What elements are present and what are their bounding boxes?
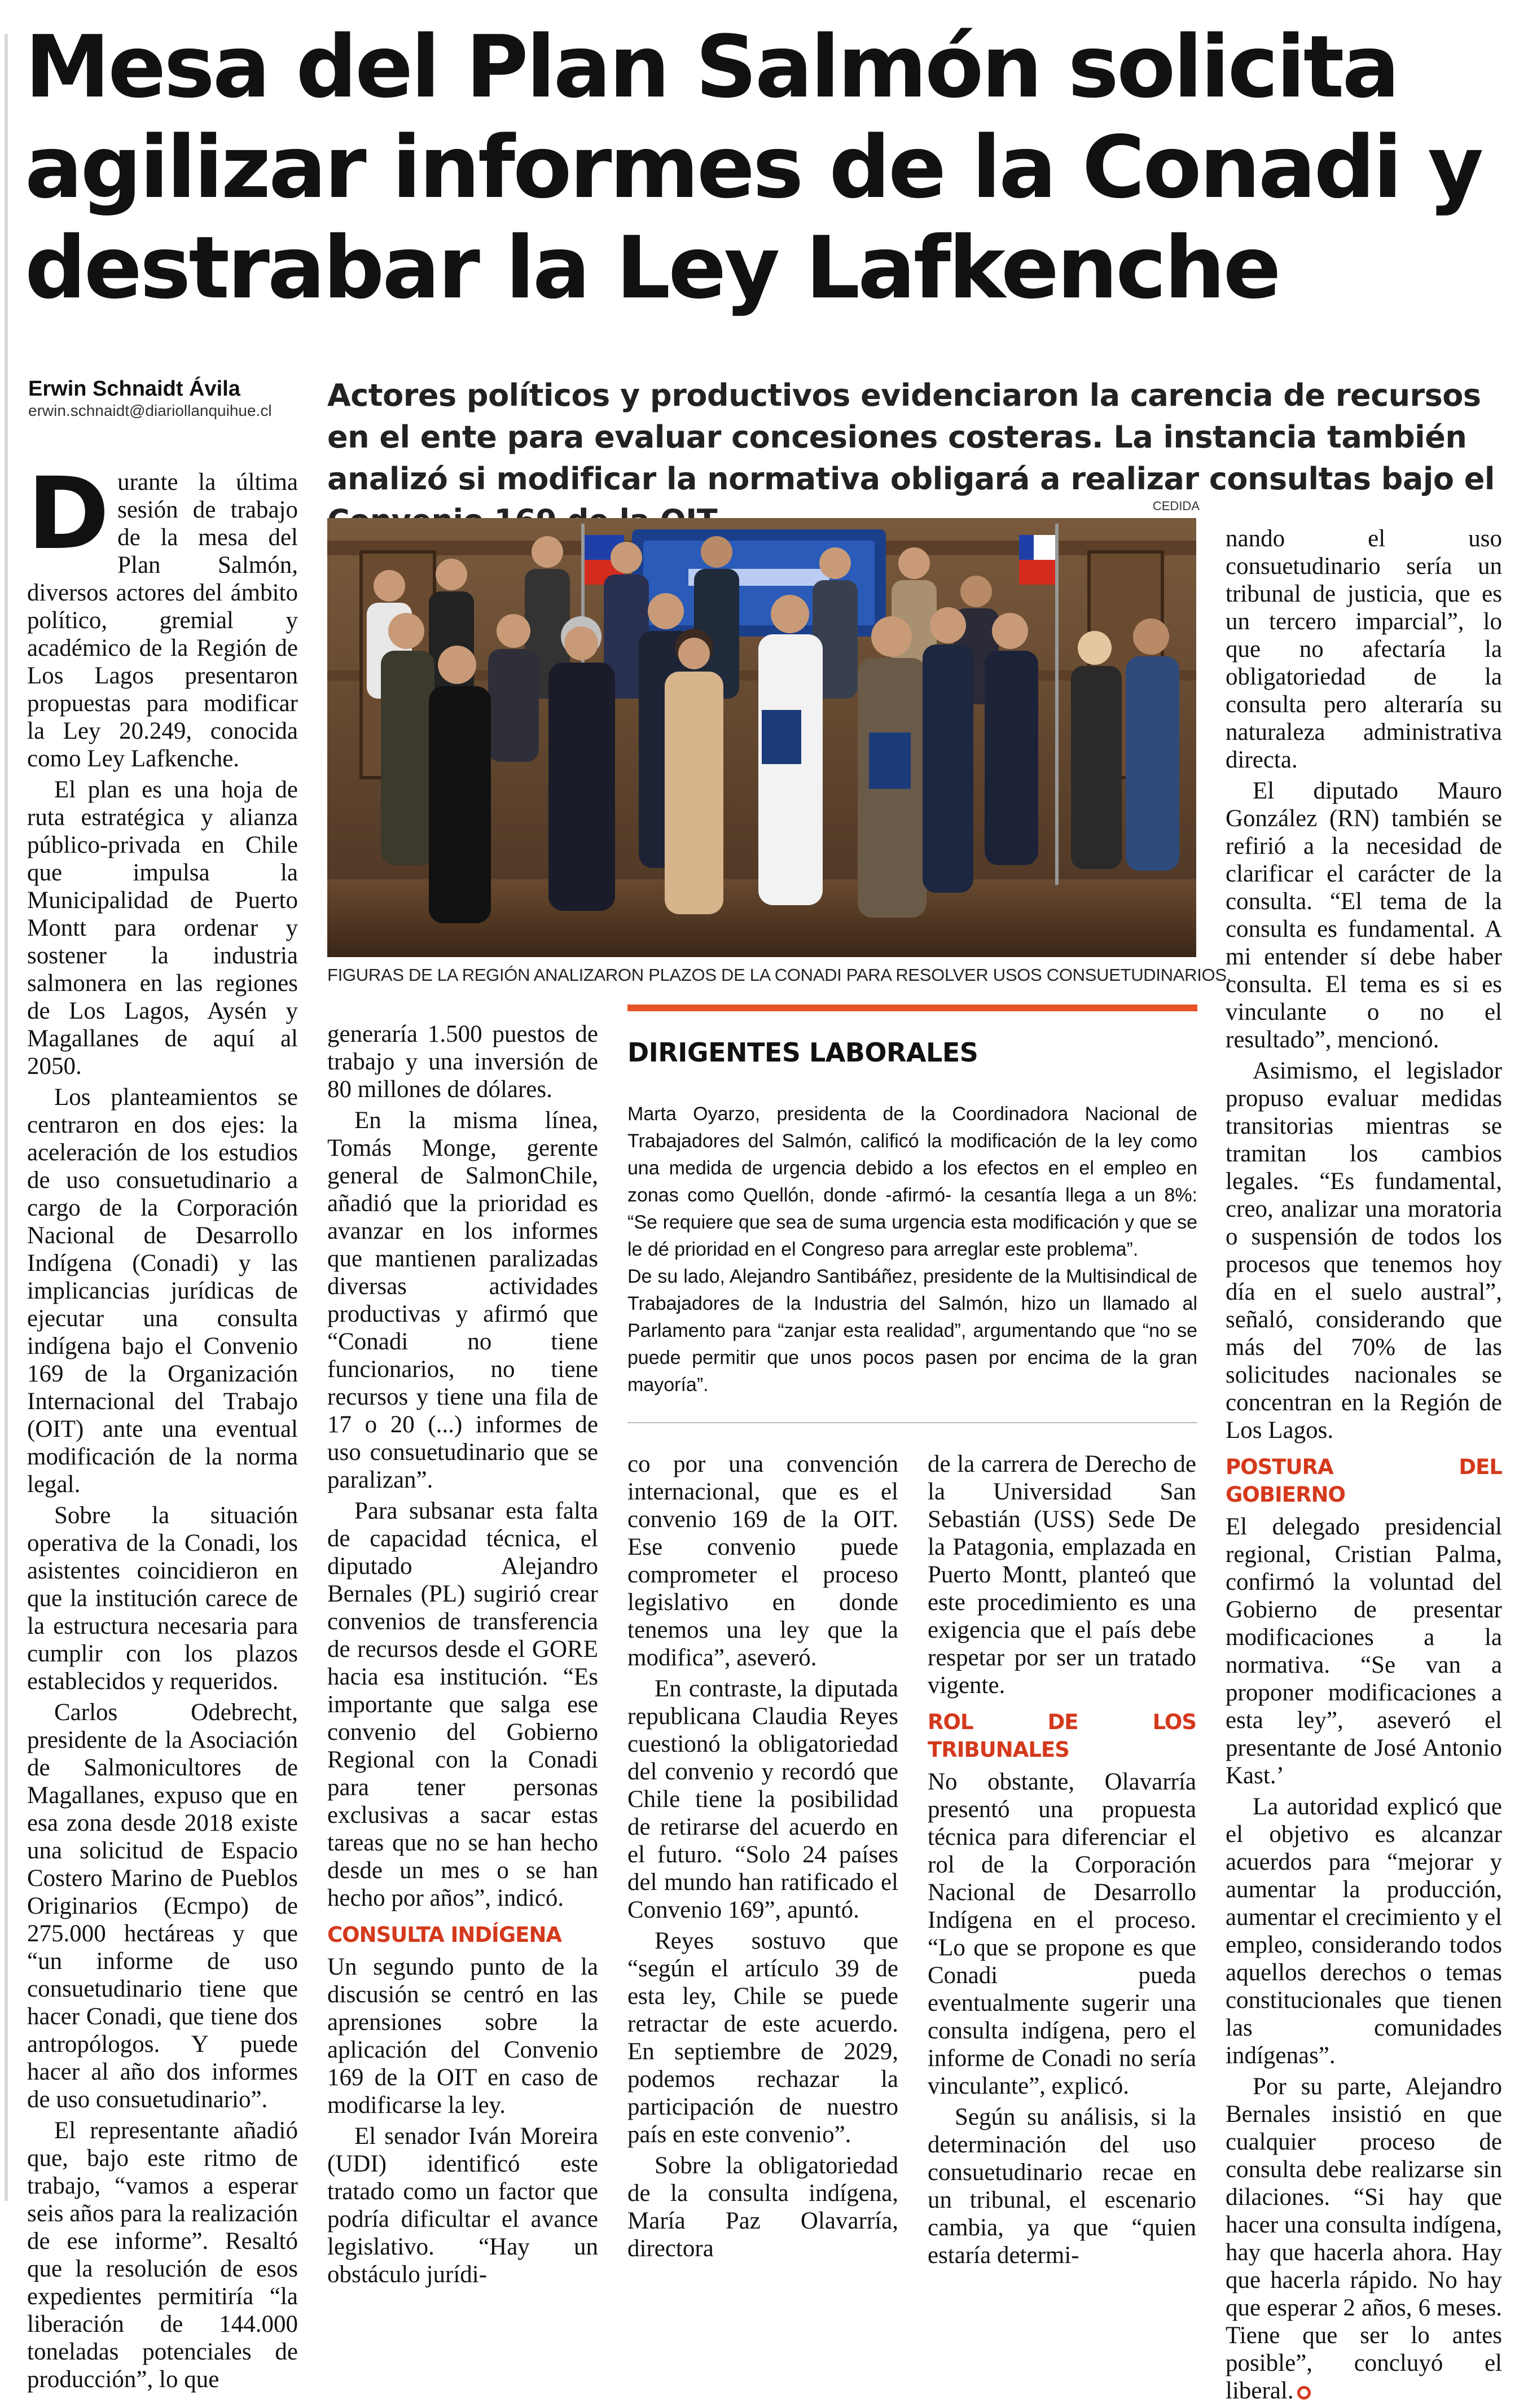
body-paragraph: Los planteamientos se centraron en dos ejes: la aceleración de los estudios de uso consuetudinario a cargo de la Corporación Nacional de Desarrollo Indígena (Conadi) y las implicancias jurídicas de ejecutar una consulta indígena bajo el Convenio 169 de la Organización Internacional del Trabajo (OIT) ante una eventual modificación de la norma legal. (27, 1084, 298, 1498)
page-side-rule (5, 34, 8, 2201)
end-of-article-icon (1297, 2386, 1311, 2400)
column-5 (1226, 525, 1502, 2408)
box-separator (627, 1422, 1197, 1423)
body-paragraph: El delegado presidencial regional, Cristian Palma, confirmó la voluntad del Gobierno de presentar modificaciones a la normativa. “Se van a proponer modificaciones a esta ley”, aseveró el presentante de José Antonio Kast.’ (1226, 1514, 1502, 1789)
column-3 (627, 1450, 898, 2266)
headline: Mesa del Plan Salmón solicita agilizar informes de la Conadi y destrabar la Ley Lafkenche (25, 17, 1482, 318)
body-paragraph: El senador Iván Moreira (UDI) identificó este tratado como un factor que podría dificultar el avance legislativo. “Hay un obstáculo jurídi- (327, 2123, 598, 2288)
subhead-postura-gobierno: POSTURA DEL GOBIERNO (1226, 1455, 1502, 1507)
photo-caption: FIGURAS DE LA REGIÓN ANALIZARON PLAZOS DE LA CONADI PARA RESOLVER USOS CONSUETUDINARIOS. (327, 965, 1232, 985)
body-paragraph: nando el uso consuetudinario sería un tribunal de justicia, que es un tercero imparcial”, lo que no afectaría la obligatoriedad de la consulta pero alteraría su naturaleza administrativa directa. (1226, 525, 1502, 773)
box-body (627, 1100, 1197, 1398)
body-paragraph: Un segundo punto de la discusión se centró en las aprensiones sobre la aplicación del Convenio 169 de la OIT en caso de modificarse la ley. (327, 1954, 598, 2118)
group-photo (327, 518, 1196, 957)
photo-credit: CEDIDA (1152, 499, 1200, 513)
column-4 (928, 1450, 1196, 2273)
group-photo-illustration (327, 518, 1196, 957)
drop-cap: D (27, 456, 110, 572)
body-paragraph: Para subsanar esta falta de capacidad técnica, el diputado Alejandro Bernales (PL) sugirió crear convenios de transferencia de recursos desde el GORE hacia esa institución. “Es importante que salga ese convenio del Gobierno Regional con la Conadi para tener personas exclusivas a sacar estas tareas que no se han hecho desde un mes o se han hecho por años”, indicó. (327, 1498, 598, 1911)
body-paragraph: co por una convención internacional, que es el convenio 169 de la OIT. Ese convenio puede comprometer el proceso legislativo en donde tenemos una ley que la modifica”, aseveró. (627, 1451, 898, 1671)
box-paragraph: Marta Oyarzo, presidenta de la Coordinadora Nacional de Trabajadores del Salmón, calificó la modificación de la ley como una medida de urgencia debido a los efectos en el empleo en zonas como Quellón, donde -afirmó- la cesantía llega a un 8%: “Se requiere que sea de suma urgencia esta modificación y que se le dé prioridad en el Congreso para arreglar este problema”. (627, 1103, 1197, 1260)
body-paragraph: Sobre la situación operativa de la Conadi, los asistentes coincidieron en que la institución carece de la estructura necesaria para cumplir con los plazos establecidos y requeridos. (27, 1502, 298, 1695)
body-paragraph: En contraste, la diputada republicana Claudia Reyes cuestionó la obligatoriedad del convenio y recordó que Chile tiene la posibilidad de retirarse del acuerdo en el futuro. “Solo 24 países del mundo han ratificado el Convenio 169”, apuntó. (627, 1675, 898, 1923)
body-paragraph: Sobre la obligatoriedad de la consulta indígena, María Paz Olavarría, directora (627, 2152, 898, 2262)
box-paragraph: De su lado, Alejandro Santibáñez, presidente de la Multisindical de Trabajadores de la Industria del Salmón, hizo un llamado al Parlamento para “zanjar esta realidad”, argumentando que “no se puede permitir que unos pocos pasen por encima de la gran mayoría”. (627, 1266, 1197, 1396)
body-paragraph: generaría 1.500 puestos de trabajo y una inversión de 80 millones de dólares. (327, 1021, 598, 1103)
byline-author: Erwin Schnaidt Ávila (28, 377, 240, 401)
body-paragraph: El representante añadió que, bajo este ritmo de trabajo, “vamos a esperar seis años para la realización de ese informe”. Resaltó que la resolución de esos expedientes permitiría “la liberación de 144.000 toneladas potenciales de producción”, lo que (27, 2117, 298, 2393)
body-paragraph-lead: Durante la última sesión de trabajo de la mesa del Plan Salmón, diversos actores del ámbito político, gremial y académico de la Región de Los Lagos presentaron propuestas para modificar la Ley 20.249, conocida como Ley Lafkenche. (27, 456, 298, 772)
column-2 (327, 1020, 598, 2292)
body-paragraph: Asimismo, el legislador propuso evaluar medidas transitorias mientras se tramitan los cambios legales. “Es fundamental, creo, analizar una moratoria o suspensión de todos los procesos que tenemos hoy día en el suelo austral”, señaló, considerando que más del 70% de las solicitudes nacionales se concentran en la Región de Los Lagos. (1226, 1058, 1502, 1444)
subhead-consulta-indigena: CONSULTA INDÍGENA (327, 1923, 562, 1947)
body-paragraph: Carlos Odebrecht, presidente de la Asociación de Salmonicultores de Magallanes, expuso que en esa zona desde 2018 existe una solicitud de Espacio Costero Marino de Pueblos Originarios (Ecmpo) de 275.000 hectáreas y que “un informe de uso consuetudinario tiene que hacer Conadi, que tiene dos antropólogos. Y puede hacer al año dos informes de uso consuetudinario”. (27, 1699, 298, 2113)
box-title: DIRIGENTES LABORALES (627, 1037, 978, 1068)
body-paragraph: El plan es una hoja de ruta estratégica y alianza público-privada en Chile que impulsa la Municipalidad de Puerto Montt para ordenar y sostener la industria salmonera en las regiones de Los Lagos, Aysén y Magallanes de aquí al 2050. (27, 777, 298, 1080)
byline-email[interactable]: erwin.schnaidt@diariollanquihue.cl (28, 402, 272, 419)
body-paragraph: Reyes sostuvo que “según el artículo 39 de esta ley, Chile se puede retractar de este acuerdo. En septiembre de 2029, podemos rechazar la participación de nuestro país en este convenio”. (627, 1928, 898, 2148)
body-paragraph: Según su análisis, si la determinación del uso consuetudinario recae en un tribunal, el escenario cambia, ya que “quien estaría determi- (928, 2104, 1196, 2269)
body-paragraph: En la misma línea, Tomás Monge, gerente general de SalmonChile, añadió que la prioridad es avanzar en los informes que mantienen paralizadas diversas actividades productivas y afirmó que “Conadi no tiene funcionarios, no tiene recursos y tiene una fila de 17 o 20 (...) informes de uso consuetudinario que se paralizan”. (327, 1107, 598, 1493)
body-paragraph: La autoridad explicó que el objetivo es alcanzar acuerdos para “mejorar y aumentar la producción, aumentar el crecimiento y el empleo, considerando todos aquellos derechos o temas constitucionales que tienen las comunidades indígenas”. (1226, 1793, 1502, 2069)
column-1 (27, 456, 298, 2397)
deck-summary: Actores políticos y productivos evidenciaron la carencia de recursos en el ente para evaluar concesiones costeras. La instancia también analizó si modificar la normativa obligará a realizar consultas bajo el (327, 378, 1495, 497)
body-paragraph: de la carrera de Derecho de la Universidad San Sebastián (USS) Sede De la Patagonia, emplazada en Puerto Montt, planteó que este procedimiento es una exigencia que el país debe respetar por ser un tratado vigente. (928, 1451, 1196, 1699)
body-paragraph: No obstante, Olavarría presentó una propuesta técnica para diferenciar el rol de la Corporación Nacional de Desarrollo Indígena en el proceso. “Lo que se propone es que Conadi pueda eventualmente sugerir una consulta indígena, pero el informe de Conadi no sería vinculante”, explicó. (928, 1769, 1196, 2099)
box-accent-rule (627, 1005, 1197, 1011)
body-paragraph-final: Por su parte, Alejandro Bernales insistió en que cualquier proceso de consulta debe realizarse sin dilaciones. “Si hay que hacer una consulta indígena, hay que hacerla ahora. Hay que hacerla rápido. No hay que esperar 2 años, 6 meses. Tiene que ser lo antes posible”, concluyó el liberal. (1226, 2073, 1502, 2404)
body-paragraph: El diputado Mauro González (RN) también se refirió a la necesidad de clarificar el carácter de la consulta. “El tema de la consulta es fundamental. A mi entender sí debe haber consulta. El tema es si es vinculante o no el resultado”, mencionó. (1226, 778, 1502, 1053)
subhead-rol-tribunales: ROL DE LOS TRIBUNALES (928, 1710, 1196, 1762)
